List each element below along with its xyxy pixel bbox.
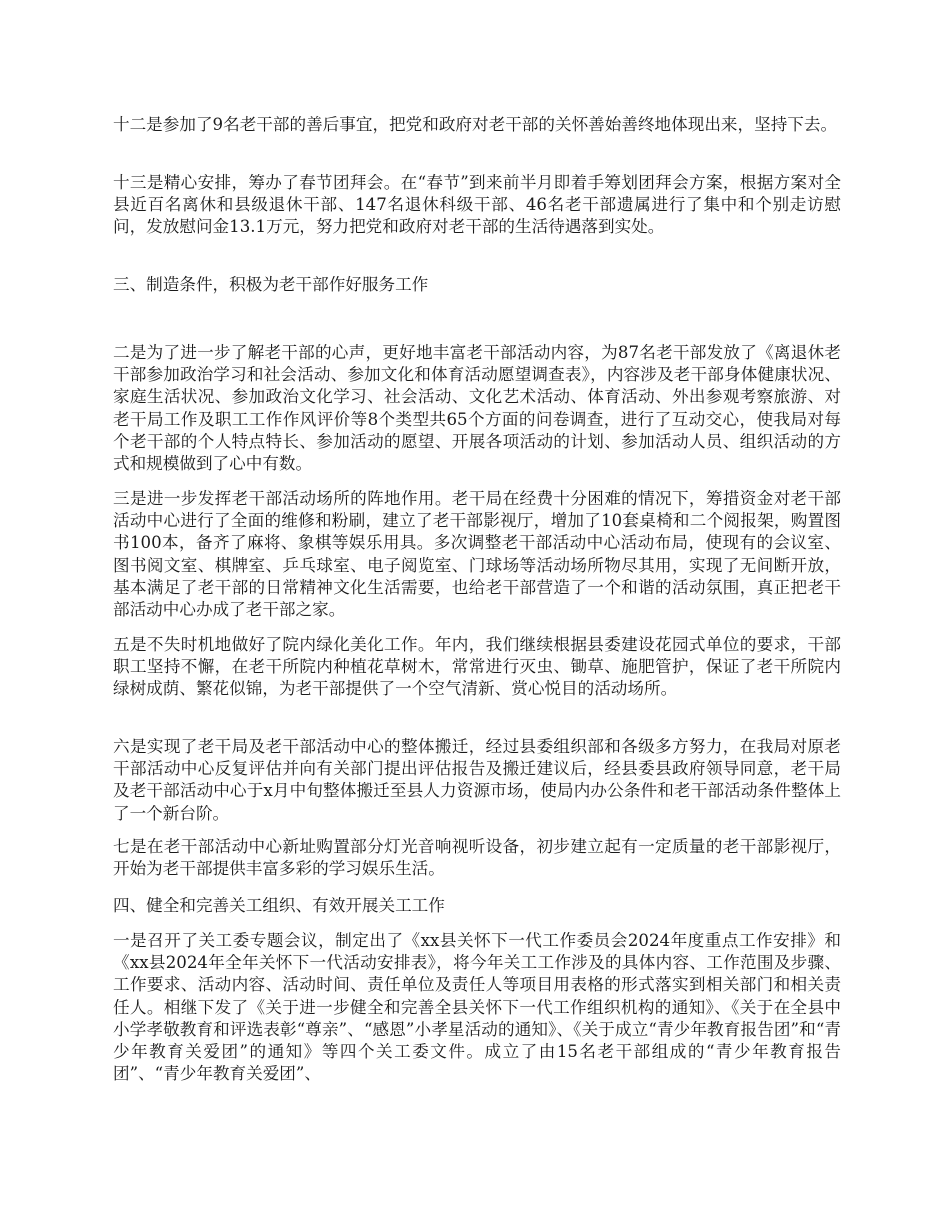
- paragraph-item-1: 一是召开了关工委专题会议，制定出了《xx县关怀下一代工作委员会2024年度重点工作安排》和《xx县2024年全年关怀下一代活动安排表》，将今年关工工作涉及的具体内容、工作范围及步骤、工作要求、活动内容、活动时间、责任单位及责任人等项目用表格的形式落实到相关部门和相关责任人。相继下发了《关于进一步健全和完善全县关怀下一代工作组织机构的通知》、《关于在全县中小学孝敬教育和评选表彰“尊亲”、“感恩”小孝星活动的通知》、《关于成立“青少年教育报告团”和“青少年教育关爱团”的通知》等四个关工委文件。成立了由15名老干部组成的“青少年教育报告团”、“青少年教育关爱团”、: [113, 931, 841, 1084]
- paragraph-item-3: 三是进一步发挥老干部活动场所的阵地作用。老干局在经费十分困难的情况下，筹措资金对老干部活动中心进行了全面的维修和粉刷，建立了老干部影视厅，增加了10套桌椅和二个阅报架，购置图书100本，备齐了麻将、象棋等娱乐用具。多次调整老干部活动中心活动布局，使现有的会议室、图书阅文室、棋牌室、乒乓球室、电子阅览室、门球场等活动场所物尽其用，实现了无间断开放，基本满足了老干部的日常精神文化生活需要，也给老干部营造了一个和谐的活动氛围，真正把老干部活动中心办成了老干部之家。: [113, 489, 841, 620]
- paragraph-item-2: 二是为了进一步了解老干部的心声，更好地丰富老干部活动内容，为87名老干部发放了《离退休老干部参加政治学习和社会活动、参加文化和体育活动愿望调查表》，内容涉及老干部身体健康状况、家庭生活状况、参加政治文化学习、社会活动、文化艺术活动、体育活动、外出参观考察旅游、对老干局工作及职工工作作风评价等8个类型共65个方面的问卷调查，进行了互动交心，使我局对每个老干部的个人特点特长、参加活动的愿望、开展各项活动的计划、参加活动人员、组织活动的方式和规模做到了心中有数。: [113, 343, 841, 474]
- paragraph-item-13: 十三是精心安排，筹办了春节团拜会。在“春节”到来前半月即着手筹划团拜会方案，根据方案对全县近百名离休和县级退休干部、147名退休科级干部、46名老干部遗属进行了集中和个别走访慰问，发放慰问金13.1万元，努力把党和政府对老干部的生活待遇落到实处。: [113, 173, 841, 237]
- paragraph-item-12: 十二是参加了9名老干部的善后事宜，把党和政府对老干部的关怀善始善终地体现出来，坚持下去。: [113, 115, 838, 134]
- section-heading-3: 三、制造条件，积极为老干部作好服务工作: [113, 275, 429, 294]
- section-heading-4: 四、健全和完善关工组织、有效开展关工工作: [113, 896, 445, 915]
- paragraph-item-5: 五是不失时机地做好了院内绿化美化工作。年内，我们继续根据县委建设花园式单位的要求，干部职工坚持不懈，在老干所院内种植花草树木，常常进行灭虫、锄草、施肥管护，保证了老干所院内绿树成荫、繁花似锦，为老干部提供了一个空气清新、赏心悦目的活动场所。: [113, 635, 841, 699]
- paragraph-item-7: 七是在老干部活动中心新址购置部分灯光音响视听设备，初步建立起有一定质量的老干部影视厅，开始为老干部提供丰富多彩的学习娱乐生活。: [113, 837, 841, 879]
- paragraph-item-6: 六是实现了老干局及老干部活动中心的整体搬迁，经过县委组织部和各级多方努力，在我局对原老干部活动中心反复评估并向有关部门提出评估报告及搬迁建议后，经县委县政府领导同意，老干局及老干部活动中心于x月中旬整体搬迁至县人力资源市场，使局内办公条件和老干部活动条件整体上了一个新台阶。: [113, 737, 841, 823]
